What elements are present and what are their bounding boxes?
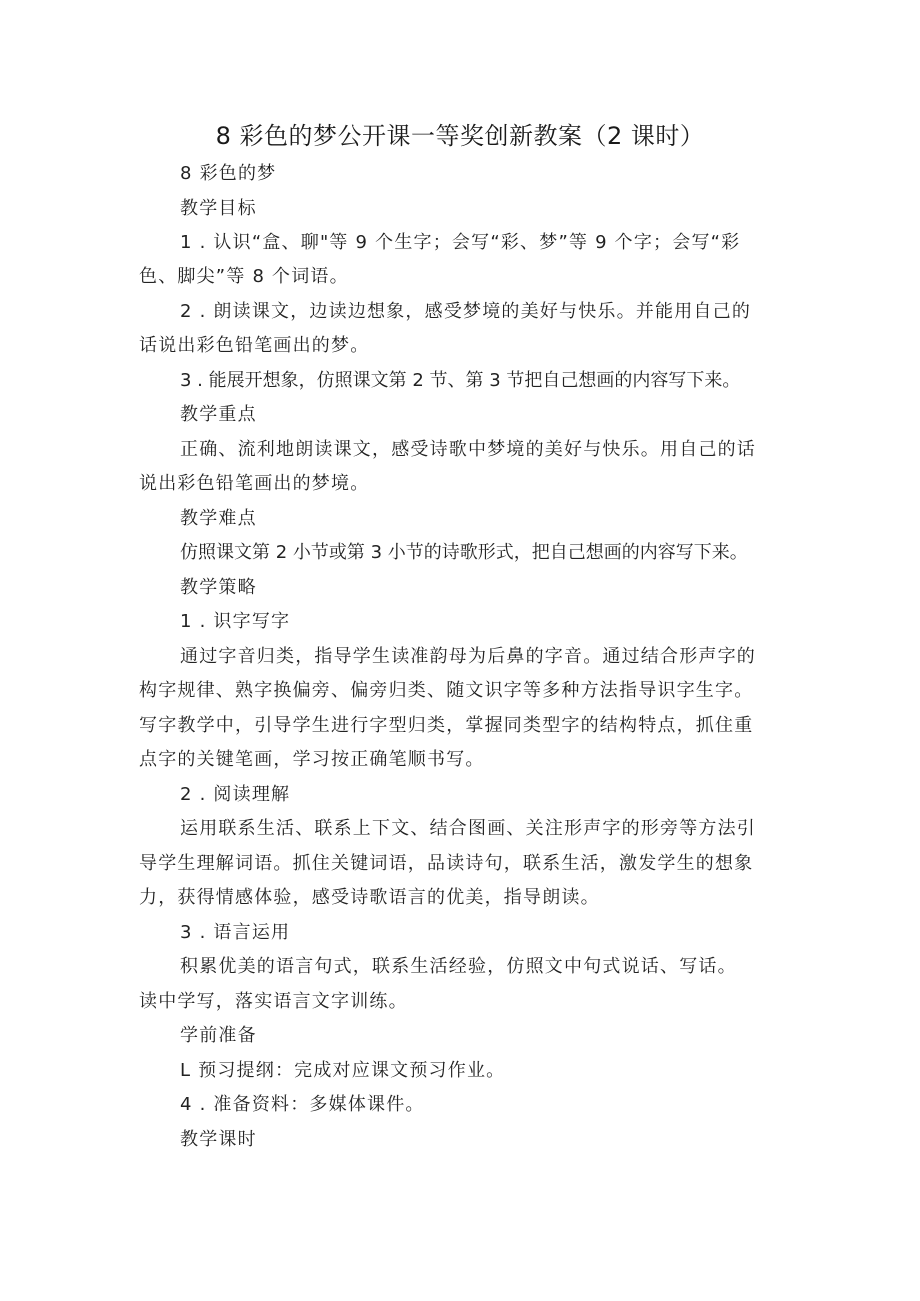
goal-item-1-cont: 色、脚尖”等 8 个词语。 [139,266,349,287]
strategy-1-text: 通过字音归类，指导学生读准韵母为后鼻的字音。通过结合形声字的 [180,646,756,667]
preparation-item-2: 4 . 准备资料：多媒体课件。 [180,1094,425,1115]
section-heading-difficulties: 教学难点 [180,508,257,529]
strategy-3-text: 积累优美的语言句式，联系生活经验，仿照文中句式说话、写话。 [180,956,737,977]
section-heading-key-points: 教学重点 [180,404,257,425]
strategy-2-text-cont: 力，获得情感体验，感受诗歌语言的优美，指导朗读。 [139,887,600,908]
strategy-2-text: 运用联系生活、联系上下文、结合图画、关注形声字的形旁等方法引 [180,818,756,839]
strategy-heading-2: 2 . 阅读理解 [180,784,291,805]
strategy-heading-3: 3 . 语言运用 [180,922,291,943]
strategy-2-text-cont: 导学生理解词语。抓住关键词语，品读诗句，联系生活，激发学生的想象 [139,853,754,874]
strategy-heading-1: 1 . 识字写字 [180,611,291,632]
section-heading-preparation: 学前准备 [180,1025,257,1046]
goal-item-3: 3 . 能展开想象，仿照课文第 2 节、第 3 节把自己想画的内容写下来。 [180,370,741,391]
preparation-item-1: L 预习提纲：完成对应课文预习作业。 [180,1060,506,1081]
key-points-text-cont: 说出彩色铅笔画出的梦境。 [139,473,370,494]
section-heading-goals: 教学目标 [180,198,257,219]
key-points-text: 正确、流利地朗读课文，感受诗歌中梦境的美好与快乐。用自己的话 [180,439,756,460]
lesson-heading: 8 彩色的梦 [180,163,277,184]
strategy-1-text-cont: 点字的关键笔画，学习按正确笔顺书写。 [139,749,485,770]
strategy-3-text-cont: 读中学写，落实语言文字训练。 [139,991,408,1012]
document-title: 8 彩色的梦公开课一等奖创新教案（2 课时） [215,122,705,150]
section-heading-strategies: 教学策略 [180,577,257,598]
goal-item-2: 2 . 朗读课文，边读边想象，感受梦境的美好与快乐。并能用自己的 [180,301,752,322]
strategy-1-text-cont: 写字教学中，引导学生进行字型归类，掌握同类型字的结构特点，抓住重 [139,715,754,736]
goal-item-1: 1 . 认识“盒、聊"等 9 个生字；会写“彩、梦”等 9 个字；会写“彩 [180,232,741,253]
strategy-1-text-cont: 构字规律、熟字换偏旁、偏旁归类、随文识字等多种方法指导识字生字。 [139,680,754,701]
section-heading-periods: 教学课时 [180,1129,257,1150]
difficulties-text: 仿照课文第 2 小节或第 3 小节的诗歌形式，把自己想画的内容写下来。 [180,542,748,563]
goal-item-2-cont: 话说出彩色铅笔画出的梦。 [139,335,370,356]
